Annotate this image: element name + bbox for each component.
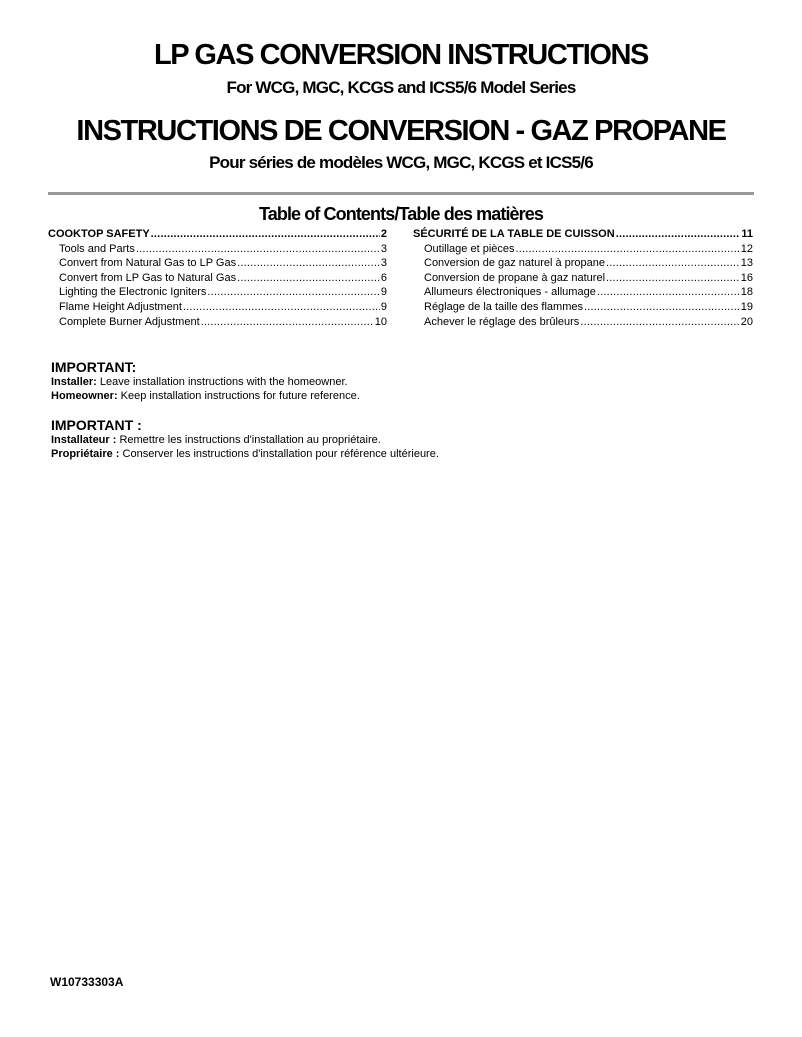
toc-leader-dots bbox=[237, 256, 380, 271]
toc-entry-label: Conversion de propane à gaz naturel bbox=[424, 271, 606, 284]
toc-entry bbox=[413, 315, 753, 330]
homeowner-text: Keep installation instructions for future reference. bbox=[117, 390, 360, 402]
installer-text: Leave installation instructions with the homeowner. bbox=[96, 376, 348, 388]
toc-leader-dots bbox=[606, 271, 740, 286]
toc-leader-dots bbox=[183, 300, 380, 315]
toc-entry bbox=[413, 285, 753, 300]
important-notice-french bbox=[51, 417, 751, 461]
toc-leader-dots bbox=[606, 256, 740, 271]
toc-leader-dots bbox=[237, 271, 380, 286]
toc-entry bbox=[413, 227, 753, 242]
toc-entry-page: 2 bbox=[380, 228, 387, 240]
toc-entry-label: Flame Height Adjustment bbox=[59, 300, 182, 313]
toc-entry-label: Achever le réglage des brûleurs bbox=[424, 315, 580, 328]
toc-entry-label: Réglage de la taille des flammes bbox=[424, 300, 583, 313]
toc-entry-label: Convert from Natural Gas to LP Gas bbox=[59, 257, 237, 270]
toc-entry-page: 16 bbox=[740, 271, 753, 284]
toc-entry bbox=[48, 242, 387, 257]
important-heading: IMPORTANT : bbox=[51, 417, 142, 433]
toc-heading: Table of Contents/Table des matières bbox=[258, 204, 543, 224]
toc-entry-label: Convert from LP Gas to Natural Gas bbox=[59, 271, 237, 284]
toc-entry-page: 12 bbox=[740, 242, 753, 255]
toc-leader-dots bbox=[201, 315, 374, 330]
subtitle-french: Pour séries de modèles WCG, MGC, KCGS et ICS5/6 bbox=[209, 153, 593, 172]
installer-text: Remettre les instructions d'installation au propriétaire. bbox=[116, 434, 381, 446]
toc-entry bbox=[48, 285, 387, 300]
important-notice-english bbox=[51, 359, 751, 403]
toc-entry-page: 3 bbox=[380, 257, 387, 270]
toc-column-french bbox=[413, 227, 753, 329]
toc-entry-page: 11 bbox=[741, 228, 753, 240]
toc-entry-label: Tools and Parts bbox=[59, 242, 135, 255]
installer-label: Installateur : bbox=[51, 434, 117, 446]
document-number: W10733303A bbox=[50, 975, 124, 989]
toc-entry bbox=[413, 256, 753, 271]
toc-entry-label: Complete Burner Adjustment bbox=[59, 315, 200, 328]
toc-entry bbox=[48, 300, 387, 315]
toc-entry bbox=[413, 242, 753, 257]
installer-note bbox=[51, 433, 751, 447]
toc-entry-label: Lighting the Electronic Igniters bbox=[59, 286, 207, 299]
toc-entry bbox=[413, 271, 753, 286]
important-heading: IMPORTANT: bbox=[51, 359, 137, 375]
installer-note bbox=[51, 375, 751, 389]
toc-leader-dots bbox=[616, 227, 741, 242]
toc-entry bbox=[48, 315, 387, 330]
toc-entry-page: 6 bbox=[380, 271, 387, 284]
installer-label: Installer: bbox=[51, 376, 97, 388]
homeowner-text: Conserver les instructions d'installation pour référence ultérieure. bbox=[119, 448, 439, 460]
homeowner-note bbox=[51, 447, 751, 461]
toc-column-english bbox=[48, 227, 387, 329]
toc-entry-page: 10 bbox=[374, 315, 387, 328]
toc-entry-label: Allumeurs électroniques - allumage bbox=[424, 286, 596, 299]
toc-entry-label: SÉCURITÉ DE LA TABLE DE CUISSON bbox=[413, 228, 615, 240]
homeowner-note bbox=[51, 389, 751, 403]
toc-entry-page: 18 bbox=[740, 286, 753, 299]
title-french: INSTRUCTIONS DE CONVERSION - GAZ PROPANE bbox=[76, 115, 726, 147]
toc-leader-dots bbox=[597, 285, 740, 300]
toc-entry bbox=[48, 271, 387, 286]
toc-leader-dots bbox=[151, 227, 380, 242]
toc-entry bbox=[413, 300, 753, 315]
toc-leader-dots bbox=[584, 300, 740, 315]
header-divider bbox=[48, 192, 754, 195]
toc-entry bbox=[48, 227, 387, 242]
toc-entry bbox=[48, 256, 387, 271]
toc-entry-label: Conversion de gaz naturel à propane bbox=[424, 257, 606, 270]
toc-leader-dots bbox=[207, 285, 380, 300]
homeowner-label: Propriétaire : bbox=[51, 448, 120, 460]
toc-entry-page: 20 bbox=[740, 315, 753, 328]
toc-entry-page: 13 bbox=[740, 257, 753, 270]
toc-leader-dots bbox=[136, 242, 380, 257]
toc-entry-page: 9 bbox=[380, 300, 387, 313]
toc-entry-label: COOKTOP SAFETY bbox=[48, 228, 150, 240]
toc-entry-page: 9 bbox=[380, 286, 387, 299]
toc-leader-dots bbox=[516, 242, 740, 257]
toc-entry-label: Outillage et pièces bbox=[424, 242, 515, 255]
toc-entry-page: 3 bbox=[380, 242, 387, 255]
toc-entry-page: 19 bbox=[740, 300, 753, 313]
subtitle-english: For WCG, MGC, KCGS and ICS5/6 Model Series bbox=[226, 78, 576, 97]
title-english: LP GAS CONVERSION INSTRUCTIONS bbox=[153, 39, 649, 71]
toc-leader-dots bbox=[580, 315, 739, 330]
homeowner-label: Homeowner: bbox=[51, 390, 118, 402]
